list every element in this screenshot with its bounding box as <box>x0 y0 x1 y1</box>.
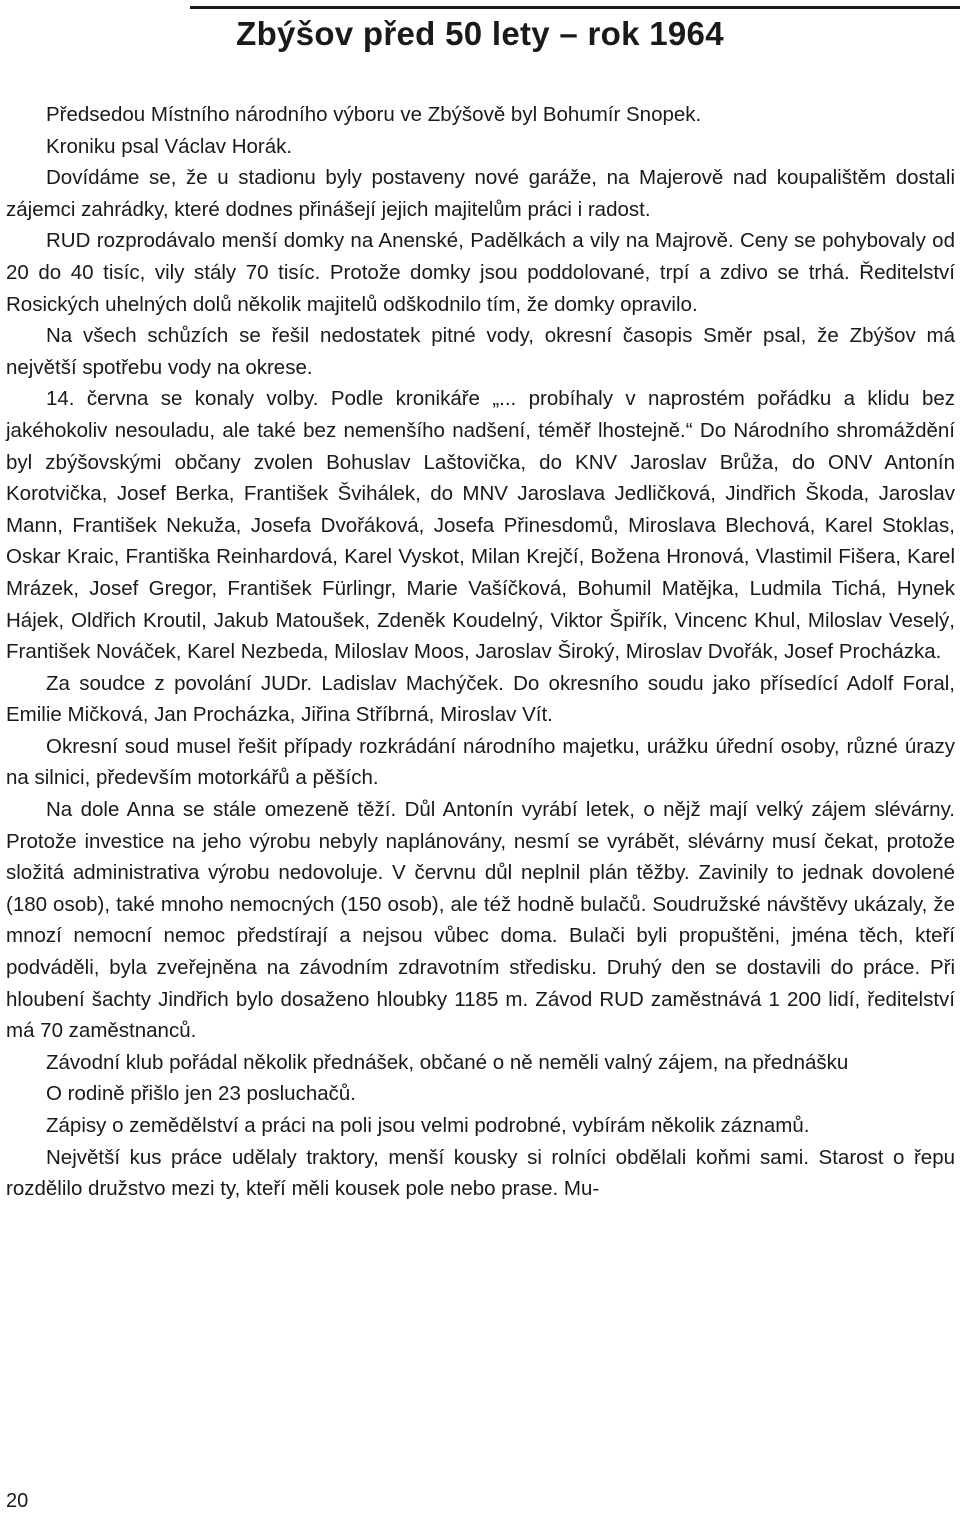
paragraph: Za soudce z povolání JUDr. Ladislav Machýček. Do okresního soudu jako přísedící Adolf Foral, Emilie Mičková, Jan Procházka, Jiřina Stříbrná, Miroslav Vít. <box>6 671 955 727</box>
paragraph: Kroniku psal Václav Horák. <box>46 134 293 158</box>
paragraph: Dovídáme se, že u stadionu byly postaveny nové garáže, na Majerově nad koupalištěm dostali zájemci zahrádky, které dodnes přinášejí jejich majitelům práci i radost. <box>6 166 955 221</box>
page-header <box>0 0 960 70</box>
paragraph: Na všech schůzích se řešil nedostatek pitné vody, okresní časopis Směr psal, že Zbýšov má největší spotřebu vody na okrese. <box>6 324 955 379</box>
paragraph: Na dole Anna se stále omezeně těží. Důl Antonín vyrábí letek, o nějž mají velký zájem slévárny. Protože investice na jeho výrobu nebyly naplánovány, nesmí se vyrábět, slévárny musí čekat, protože složitá administrativa výrobu nedovoluje. V červnu důl neplnil plán těžby. Zavinily to jednak dovolené (180 osob), také mnoho nemocných (150 osob), ale též hodně bulačů. Soudružské návštěvy ukázaly, že mnozí nemocní nemoc předstírají a nejsou vůbec doma. Bulači byli propuštěni, jména těch, kteří podváděli, byla zveřejněna na závodním zdravotním středisku. Druhý den se dostavili do práce. Při hloubení šachty Jindřich bylo dosaženo hloubky 1185 m. Závod RUD zaměstnává 1 200 lidí, ředitelství má 70 zaměstnanců. <box>6 798 955 1043</box>
paragraph: 14. června se konaly volby. Podle kronikáře „... probíhaly v naprostém pořádku a klidu bez jakéhokoliv nesouladu, ale také bez nemenšího nadšení, téměř lhostejně.“ Do Národního shromáždění byl zbýšovskými občany zvolen Bohuslav Laštovička, do KNV Jaroslav Brůža, do ONV Antonín Korotvička, Josef Berka, František Švihálek, do MNV Jaroslava Jedličková, Jindřich Škoda, Jaroslav Mann, František Nekuža, Josefa Dvořáková, Josefa Přinesdomů, Miroslava Blechová, Karel Stoklas, Oskar Kraic, Františka Reinhardová, Karel Vyskot, Milan Krejčí, Božena Hronová, Vlastimil Fišera, Karel Mrázek, Josef Gregor, František Fürlingr, Marie Vašíčková, Bohumil Matějka, Ludmila Tichá, Hynek Hájek, Oldřich Kroutil, Jakub Matoušek, Zdeněk Koudelný, Viktor Špiřík, Vincenc Khul, Miloslav Veselý, František Nováček, Karel Nezbeda, Miloslav Moos, Jaroslav Široký, Miroslav Dvořák, Josef Procházka. <box>6 387 955 664</box>
paragraph: Největší kus práce udělaly traktory, menší kousky si rolníci obdělali koňmi sami. Starost o řepu rozdělilo družstvo mezi ty, kteří měli kousek pole nebo prase. Mu- <box>6 1145 955 1201</box>
header-rule <box>190 6 960 9</box>
paragraph: Předsedou Místního národního výboru ve Zbýšově byl Bohumír Snopek. <box>46 103 702 126</box>
paragraph: O rodině přišlo jen 23 posluchačů. <box>46 1082 356 1106</box>
page-number: 20 <box>6 1490 29 1512</box>
article-body <box>6 99 955 1205</box>
paragraph: Zápisy o zemědělství a práci na poli jsou velmi podrobné, vybírám několik záznamů. <box>46 1114 810 1137</box>
paragraph: RUD rozprodávalo menší domky na Anenské, Padělkách a vily na Majrově. Ceny se pohybovaly od 20 do 40 tisíc, vily stály 70 tisíc. Protože domky jsou poddolované, trpí a zdivo se trhá. Ředitelství Rosických uhelných dolů několik majitelů odškodnilo tím, že domky opravilo. <box>6 229 955 316</box>
page-title: Zbýšov před 50 lety – rok 1964 <box>236 15 724 52</box>
paragraph: Okresní soud musel řešit případy rozkrádání národního majetku, urážku úřední osoby, různé úrazy na silnici, především motorkářů a pěších. <box>6 734 955 790</box>
paragraph: Závodní klub pořádal několik přednášek, občané o ně neměli valný zájem, na přednášku <box>46 1050 849 1074</box>
